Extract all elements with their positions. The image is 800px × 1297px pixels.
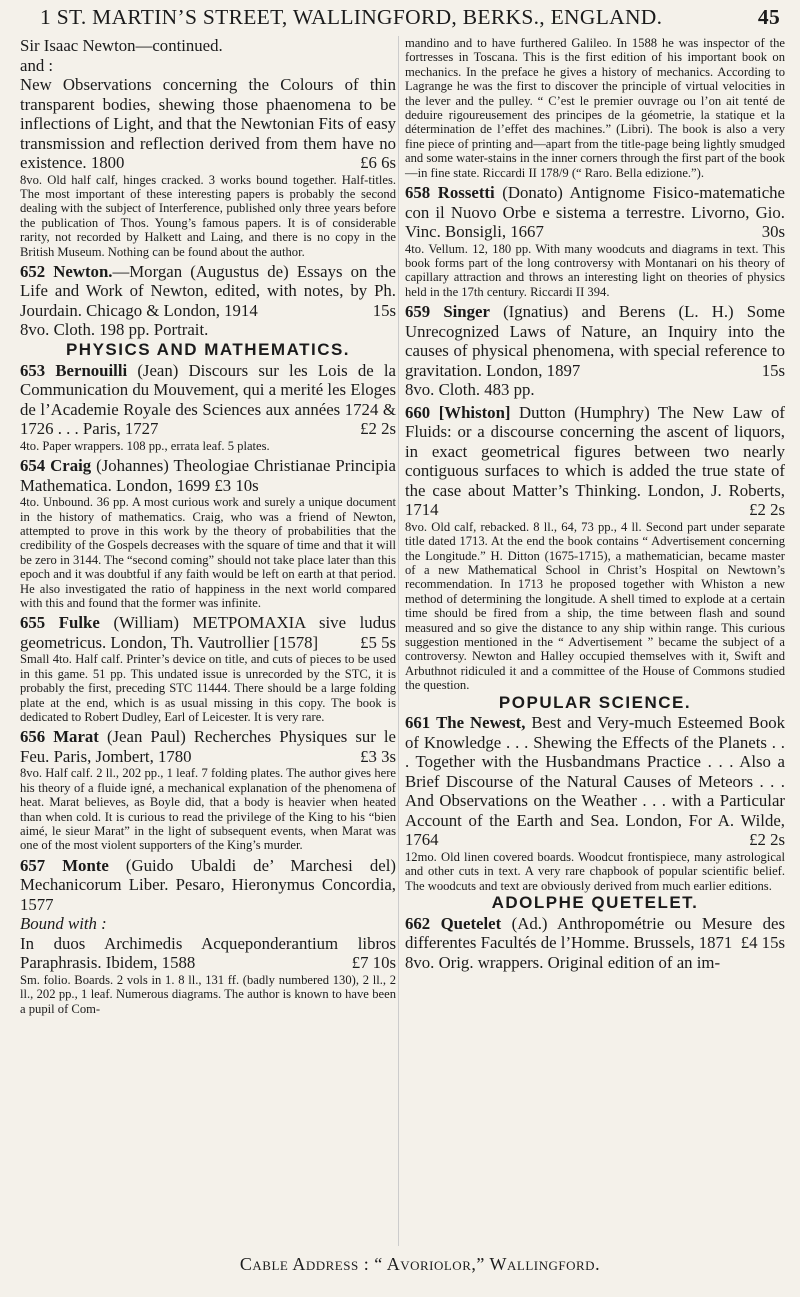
entry-notes: 8vo. Old calf, rebacked. 8 ll., 64, 73 pp., 4 ll. Second part under separate title dated 1713. At the end the book contains “ Advertisement concerning the Longitude.” H. Ditton (1675-1715), a mathematician, became master of a new Mathematical School in Christ’s Hospital on Newtown’s recommendation. In 1713 he proposed together with Whiston a new method of determining the longitude. A shell timed to explode at a certain time should be fired from a ship, the time between flash and sound measured and so give the distance to any ship within range. This curious suggestion mentioned in the “ Advertisement ” became the subject of a controversy. Newton and Halley occupied themselves with it, Swift and Arbuthnot ridiculed it and a committee of the House of Commons studied the question.	[405, 519, 785, 693]
continuation-and: and :	[20, 55, 54, 75]
catalogue-entry-660	[405, 403, 785, 693]
catalogue-entry-654	[20, 456, 396, 610]
entry-title-line	[405, 713, 785, 850]
entry-author: Rossetti	[437, 183, 495, 203]
column-divider	[398, 36, 399, 1246]
catalogue-entry-657	[20, 856, 396, 1016]
entry-author: Bernouilli	[55, 360, 128, 380]
entry-price: £6 6s	[360, 153, 396, 172]
entry-bound-with	[20, 914, 396, 934]
entry-title: (Johannes) Theologiae Christianae Principia Mathematica. London, 1699	[20, 456, 396, 495]
entry-title-line	[405, 403, 785, 520]
catalogue-entry-655	[20, 613, 396, 724]
entry-title: (William) ΜΕΤΡΟΜΑΧΙΑ sive ludus geometricus. London, Th. Vautrollier [1578]	[20, 613, 397, 652]
entry-price: 30s	[761, 222, 785, 242]
entry-title-line	[20, 361, 396, 439]
catalogue-entry-658	[405, 183, 785, 299]
entry-notes: 4to. Vellum. 12, 180 pp. With many woodcuts and diagrams in text. This book forms part of the long controversy with Montanari on his theory of capillary attraction and throws an interesting light on theories of physics held in the 17th century. Riccardi II 394.	[405, 241, 785, 299]
entry-title-line	[20, 856, 396, 915]
page-footer: Cable Address : “ Avoriolor,” Wallingford.	[239, 1254, 601, 1274]
entry-number: 660	[405, 402, 431, 422]
entry-number: 659	[405, 302, 431, 322]
entry-number: 655	[20, 613, 46, 633]
page-number: 45	[757, 5, 780, 29]
page-header	[40, 4, 780, 30]
left-column	[20, 36, 396, 1019]
catalogue-entry-659	[405, 302, 785, 400]
entry-price: 15s	[372, 300, 396, 320]
entry-notes: 4to. Unbound. 36 pp. A most curious work and surely a unique document in the history of mathematics. Craig, who was a friend of Newton, attempted to prove in this work by the theory of probabilities that the credibility of the Gospels decreases with the square of time and that it will be zero in 3144. The “second coming” should not take place later than this epoch and it was doubtful if any faith would be left on earth at that period. He also investigated the ratio of happiness in the next world compared with this and found that the former was infinite.	[20, 495, 396, 610]
bound-with-label: Bound with :	[20, 914, 107, 934]
continuation-heading: Sir Isaac Newton—continued.	[20, 36, 223, 55]
catalogue-entry-661	[405, 713, 785, 893]
continuation-body	[20, 75, 396, 173]
entry-price: £3 10s	[214, 475, 259, 495]
entry-title-line	[405, 183, 785, 242]
entry-title: (Ignatius) and Berens (L. H.) Some Unrecognized Laws of Nature, an Inquiry into the causes of physical phenomena, with special reference to gravitation. London, 1897	[405, 302, 785, 380]
entry-title: (Ad.) Anthropométrie ou Mesure des differentes Facultés de l’Homme. Brussels, 1871	[405, 913, 785, 953]
entry-price: £2 2s	[360, 419, 396, 439]
entry-notes: 8vo. Cloth. 483 pp.	[405, 380, 535, 400]
entry-title: —Morgan (Augustus de) Essays on the Life and Work of Newton, edited, with notes, by Ph. Jourdain. Chicago & London, 1914	[20, 261, 396, 320]
entry-number: 661	[405, 713, 431, 733]
entry-number: 658	[405, 183, 431, 203]
entry-number: 656	[20, 727, 46, 747]
entry-notes: 8vo. Cloth. 198 pp. Portrait.	[20, 320, 209, 340]
entry-title-2	[20, 934, 396, 973]
entry-notes: 8vo. Orig. wrappers. Original edition of an im-	[405, 952, 721, 972]
entry-title: Best and Very-much Esteemed Book of Knowledge . . . Shewing the Effects of the Planets . . . Together with the Husbandmans Practice . . . Also a Brief Discourse of the Natural Causes of Meteors . . . And Observations on the Weather . . . with a Particular Account of the Earth and Sea. London, For A. Wilde, 1764	[405, 713, 786, 850]
entry-price: £3 3s	[360, 746, 396, 766]
entry-notes: 8vo. Half calf. 2 ll., 202 pp., 1 leaf. 7 folding plates. The author gives here his theory of a fluide igné, a mechanical explanation of the phenomena of heat. Marat believes, as Boyle did, that a body is heavier when heated than when cold. It is curious to read the privilege of the King to his “bien aimé, le sieur Marat” in the light of subsequent events, when Marat was one of the most violent supporters of the King’s murder.	[20, 766, 396, 853]
section-title-quetelet: ADOLPHE QUETELET.	[491, 893, 699, 913]
right-column	[405, 36, 785, 975]
monte-continuation	[405, 36, 785, 180]
entry-author: [Whiston]	[438, 402, 511, 422]
entry-author: Marat	[53, 727, 99, 747]
section-title-physics: PHYSICS AND MATHEMATICS.	[65, 339, 351, 359]
entry-price: 15s	[761, 360, 785, 380]
entry-title-line	[20, 262, 396, 321]
entry-title-line	[20, 613, 396, 652]
entry-number: 654	[20, 456, 46, 476]
entry-title-line	[405, 914, 785, 953]
entry-number: 653	[20, 360, 46, 380]
entry-price: £4 15s	[740, 933, 785, 953]
entry-author: Fulke	[58, 613, 100, 633]
catalogue-entry-662	[405, 914, 785, 973]
entry-number: 657	[20, 855, 46, 875]
entry-author: Monte	[62, 855, 109, 875]
continuation-body-text: New Observations concerning the Colours of thin transparent bodies, shewing those phaenomena to be inflections of Light, and that the Newtonian Fits of easy transmission and reflection derived from them have no existence. 1800	[20, 75, 396, 172]
entry-author: Newton.	[53, 261, 113, 281]
catalogue-entry-652	[20, 262, 396, 340]
continuation-notes: mandino and to have furthered Galileo. In 1588 he was inspector of the fortresses in Toscana. This is the first edition of his important book on mechanics. In the preface he gives a history of mechanics. According to Lagrange he was the first to discover the principle of virtual velocities in the lever and the pulley. “ C’est le premier ouvrage ou l’on ait tenté de deduire rigoureusement des principes de la géometrie, la statique et la détermination de l’effet des machines.” (Libri). The book is also a very fine piece of printing and—apart from the title-page being lightly smudged and some water-stains in the inner corners through the first part of the book—in fine state. Riccardi II 178/9 (“ Raro. Bella edizione.”).	[405, 36, 785, 180]
entry-author: Craig	[50, 456, 92, 476]
entry-title: Dutton (Humphry) The New Law of Fluids: or a discourse concerning the ascent of liquors, in exact geometrical figures between two nearly contiguous surfaces to which is added the true state of the case about Matter’s Thinking. London, J. Roberts, 1714	[405, 402, 785, 520]
catalogue-entry-656	[20, 727, 396, 852]
entry-title-line	[20, 727, 396, 766]
entry-price: £5 5s	[360, 632, 396, 652]
entry-title: (Donato) Antignome Fisico-matematiche con il Nuovo Orbe e sistema a terrestre. Livorno, Gio. Vinc. Bonsigli, 1667	[405, 183, 786, 242]
catalogue-entry-653	[20, 361, 396, 453]
newton-continuation	[20, 36, 396, 259]
entry-title: (Jean Paul) Recherches Physiques sur le Feu. Paris, Jombert, 1780	[20, 727, 396, 766]
entry-title-line	[20, 456, 396, 495]
entry-author: The Newest,	[436, 713, 526, 733]
entry-title: (Jean) Discours sur les Lois de la Communication du Mouvement, qui a merité les Eloges de l’Academie Royale des Sciences aux années 1724 & 1726 . . . Paris, 1727	[20, 360, 396, 439]
entry-notes: 4to. Paper wrappers. 108 pp., errata leaf. 5 plates.	[20, 438, 270, 453]
continuation-notes: 8vo. Old half calf, hinges cracked. 3 works bound together. Half-titles. The most important of these interesting papers is probably the second dealing with the subject of Interference, published only three years before the publication of Thos. Young’s famous papers. It is of considerable rarity, not recorded by Halkett and Laing, and there is no copy in the British Museum. Nothing can be found about the author.	[20, 172, 396, 259]
entry-price: £7 10s	[351, 953, 396, 973]
section-title-popular-science: POPULAR SCIENCE.	[498, 692, 692, 712]
entry-title: (Guido Ubaldi de’ Marchesi del) Mechanicorum Liber. Pesaro, Hieronymus Concordia, 1577	[20, 855, 396, 914]
entry-title-second: In duos Archimedis Acqueponderantium libros Paraphrasis. Ibidem, 1588	[20, 933, 396, 973]
entry-title-line	[405, 302, 785, 380]
entry-notes: Small 4to. Half calf. Printer’s device on title, and cuts of pieces to be used in this game. 51 pp. This undated issue is unrecorded by the STC, it is probably the first, preceding STC 11444. There should be a large folding plate at the end, which is as usual missing in this copy. The book is dedicated to Robert Dudley, Earl of Leicester. It is very rare.	[20, 652, 396, 725]
entry-notes: Sm. folio. Boards. 2 vols in 1. 8 ll., 131 ff. (badly numbered 130), 2 ll., 2 ll., 202 pp., 1 leaf. Numerous diagrams. The author is known to have been a pupil of Com-	[20, 972, 396, 1016]
entry-number: 652	[20, 261, 46, 281]
entry-author: Quetelet	[440, 913, 502, 933]
header-address: 1 ST. MARTIN’S STREET, WALLINGFORD, BERKS., ENGLAND.	[40, 5, 663, 29]
entry-notes: 12mo. Old linen covered boards. Woodcut frontispiece, many astrological and other cuts in text. A very rare chapbook of popular scientific belief. The woodcuts and text are obviously derived from much earlier editions.	[405, 849, 785, 893]
entry-author: Singer	[443, 302, 490, 322]
entry-price: £2 2s	[749, 830, 785, 850]
entry-number: 662	[405, 913, 431, 933]
entry-price: £2 2s	[749, 500, 785, 520]
